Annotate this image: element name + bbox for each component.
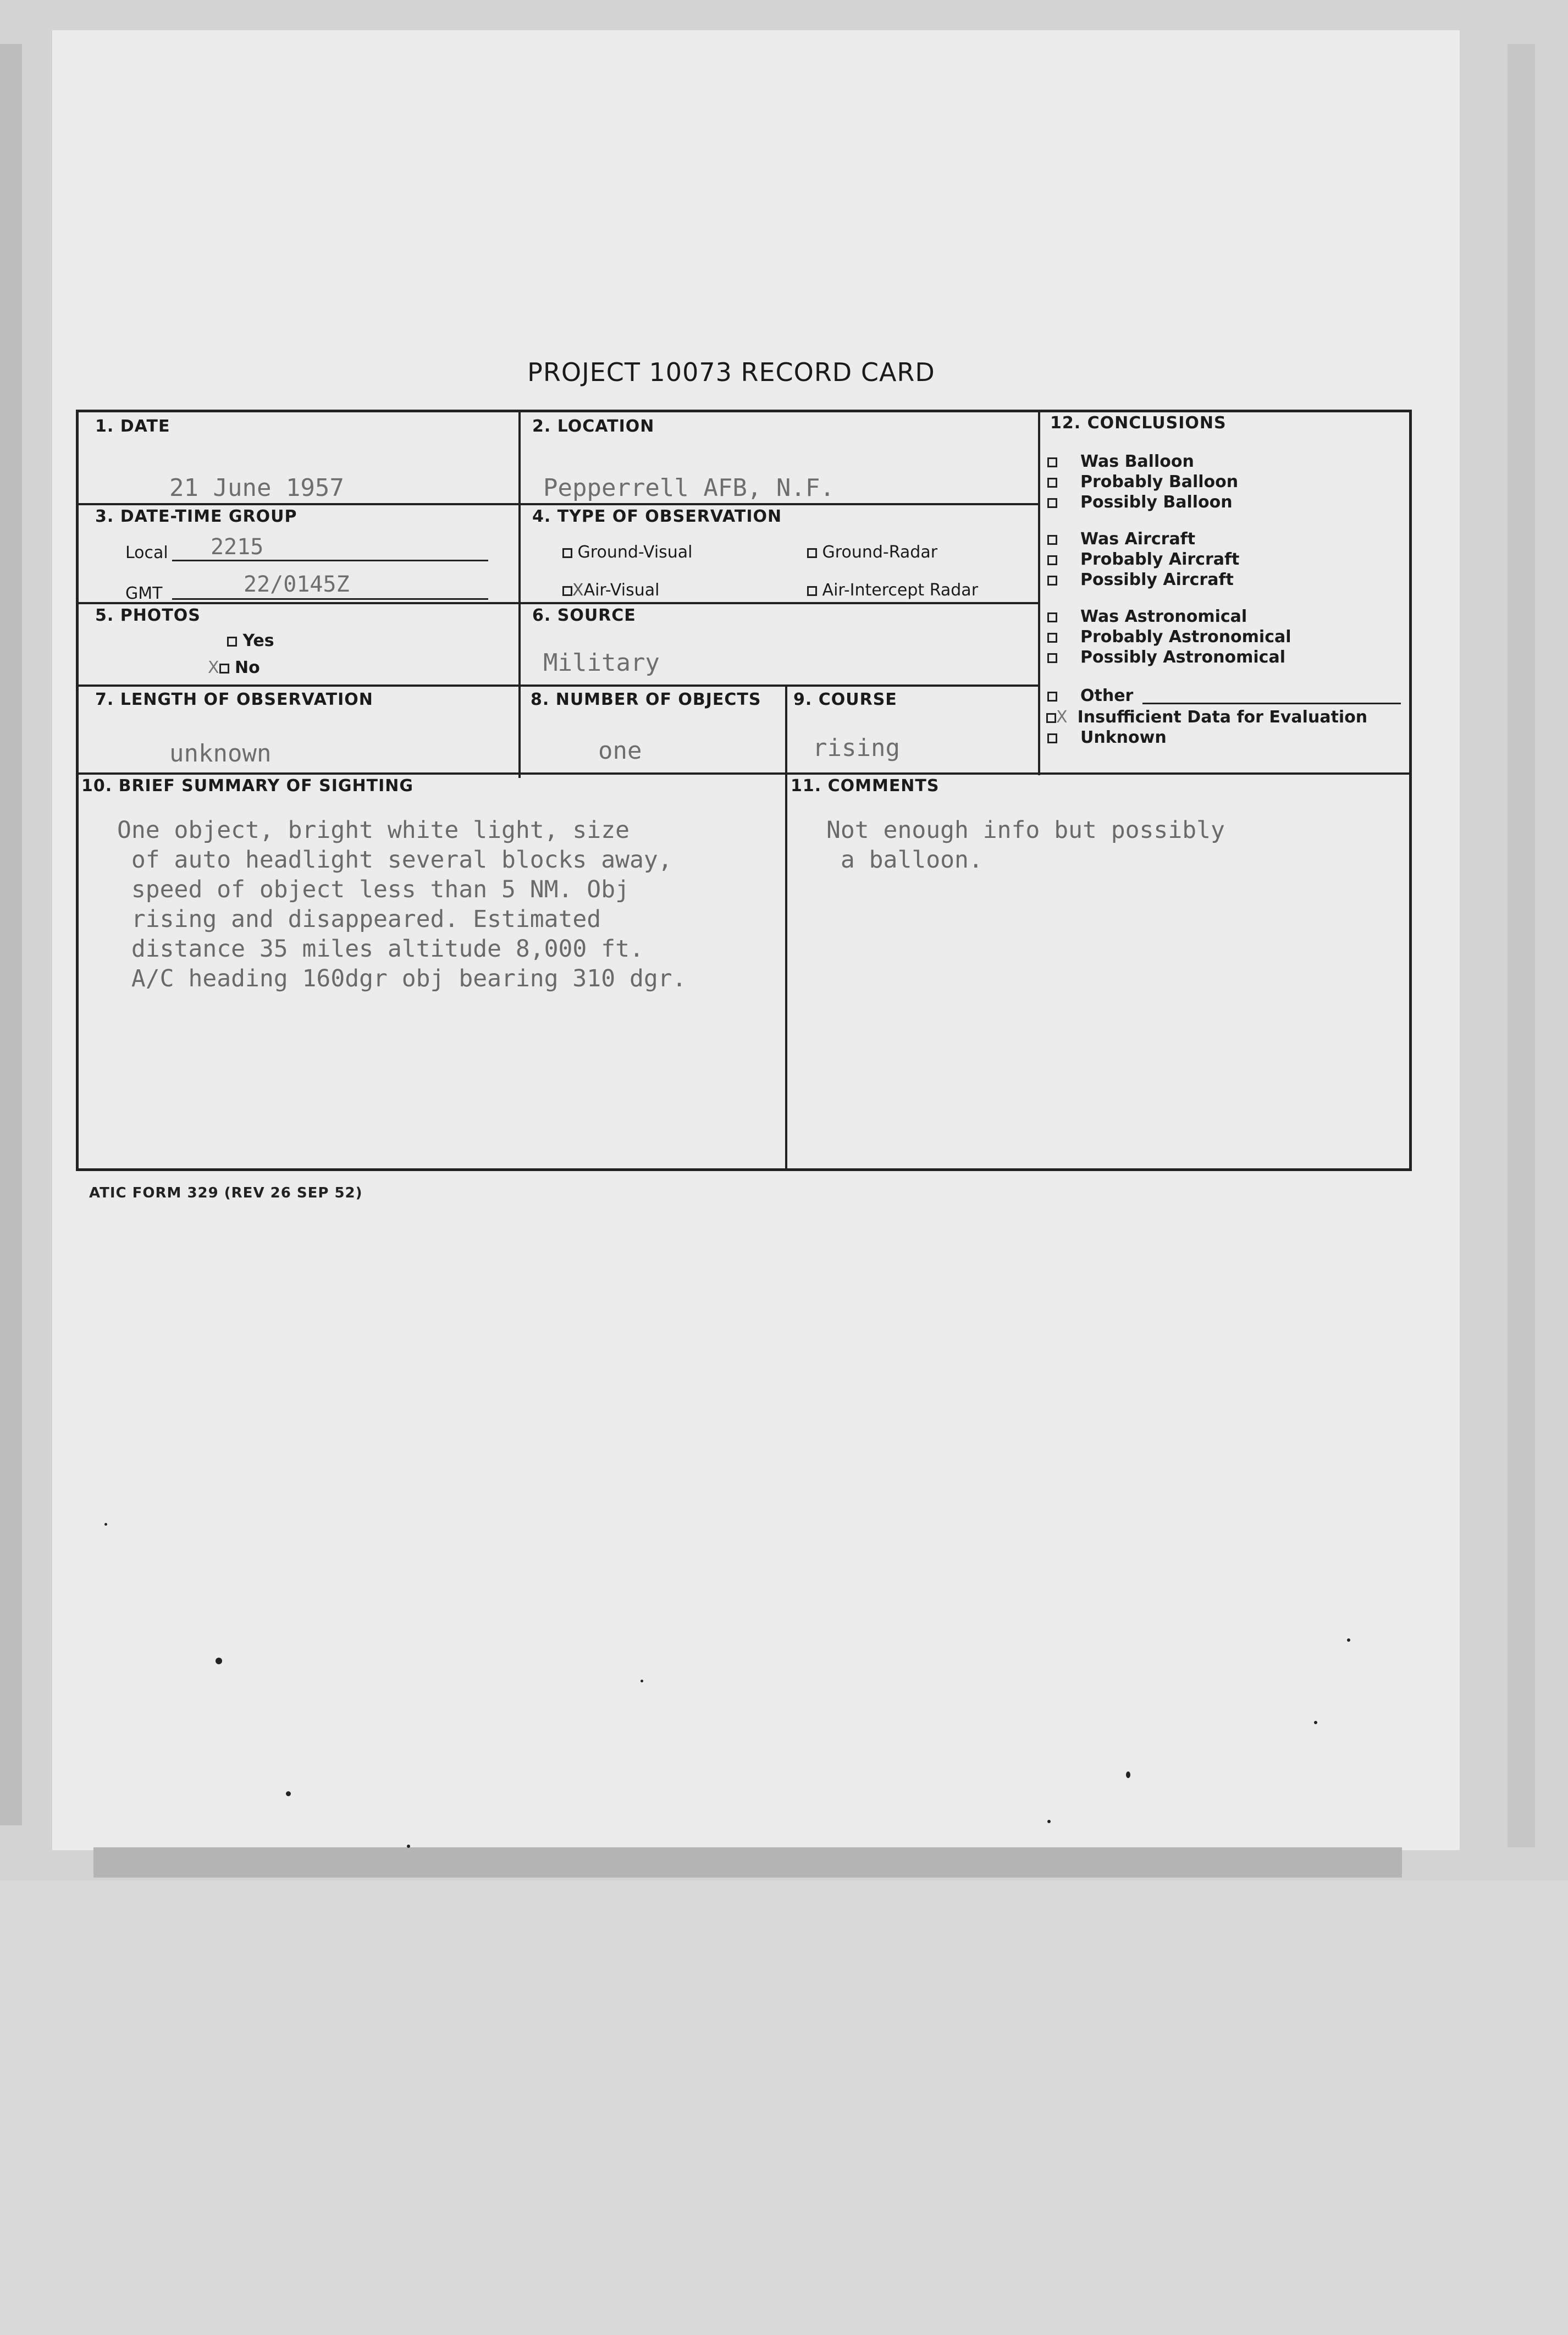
photos-label: 5. PHOTOS — [95, 606, 201, 625]
checkbox-icon — [1047, 612, 1057, 622]
conclusion-unknown[interactable]: Unknown — [1047, 728, 1167, 747]
local-label: Local — [125, 543, 168, 562]
divider — [1038, 412, 1040, 775]
date-value: 21 June 1957 — [169, 474, 344, 502]
film-edge-right — [1508, 44, 1535, 1847]
conclusion-probably-aircraft[interactable]: Probably Aircraft — [1047, 550, 1239, 569]
length-of-observation-label: 7. LENGTH OF OBSERVATION — [95, 690, 373, 709]
gmt-label: GMT — [125, 584, 163, 603]
location-value: Pepperrell AFB, N.F. — [543, 474, 835, 502]
course-label: 9. COURSE — [793, 690, 897, 709]
source-label: 6. SOURCE — [532, 606, 636, 625]
checkbox-checked-icon — [562, 586, 572, 596]
number-of-objects-label: 8. NUMBER OF OBJECTS — [531, 690, 761, 709]
local-rule — [172, 560, 488, 561]
photos-yes[interactable]: Yes — [227, 631, 274, 650]
dust-speck — [1347, 1638, 1350, 1642]
divider — [79, 685, 1038, 687]
dust-speck — [641, 1680, 643, 1682]
dust-speck — [286, 1791, 291, 1796]
conclusion-was-aircraft[interactable]: Was Aircraft — [1047, 529, 1195, 549]
checkbox-icon — [807, 586, 817, 596]
course-value: rising — [813, 734, 900, 762]
checkbox-icon — [1047, 733, 1057, 743]
conclusion-probably-astronomical[interactable]: Probably Astronomical — [1047, 627, 1291, 647]
option-ground-visual[interactable]: Ground-Visual — [562, 543, 693, 562]
conclusion-possibly-astronomical[interactable]: Possibly Astronomical — [1047, 648, 1285, 667]
location-label: 2. LOCATION — [532, 417, 655, 436]
film-edge-left — [0, 44, 22, 1825]
date-label: 1. DATE — [95, 417, 170, 436]
checkbox-icon — [1047, 498, 1057, 508]
conclusion-possibly-balloon[interactable]: Possibly Balloon — [1047, 493, 1233, 512]
dust-speck — [1047, 1820, 1051, 1823]
summary-text: One object, bright white light, size of auto headlight several blocks away, speed of object less than 5 NM. Obj rising and disappeared. Estimated distance 35 miles altitude 8,000 ft. A/C heading 160dgr obj bearing 310 dgr. — [117, 816, 687, 992]
number-of-objects-value: one — [598, 737, 642, 765]
checkbox-icon — [562, 548, 572, 558]
form-number: ATIC FORM 329 (REV 26 SEP 52) — [89, 1185, 363, 1201]
option-air-intercept-radar[interactable]: Air-Intercept Radar — [807, 581, 978, 600]
gmt-rule — [172, 598, 488, 600]
checkbox-icon — [1047, 478, 1057, 488]
conclusion-was-astronomical[interactable]: Was Astronomical — [1047, 607, 1247, 626]
checkbox-icon — [1047, 576, 1057, 586]
local-value: 2215 — [211, 534, 264, 560]
divider — [518, 412, 521, 778]
conclusion-was-balloon[interactable]: Was Balloon — [1047, 452, 1194, 471]
checkbox-icon — [1047, 457, 1057, 467]
other-rule — [1142, 703, 1401, 704]
conclusions-label: 12. CONCLUSIONS — [1050, 413, 1227, 433]
date-time-group-label: 3. DATE-TIME GROUP — [95, 507, 297, 526]
conclusion-insufficient-data[interactable]: X Insufficient Data for Evaluation — [1046, 708, 1367, 727]
dust-speck — [1126, 1771, 1130, 1778]
source-value: Military — [543, 649, 660, 677]
film-bottom — [0, 1880, 1568, 2335]
record-card — [76, 410, 1412, 1171]
checkbox-icon — [227, 637, 237, 647]
checkbox-icon — [1047, 692, 1057, 702]
checkbox-checked-icon — [1046, 713, 1056, 723]
checkbox-icon — [807, 548, 817, 558]
option-air-visual[interactable]: XAir-Visual — [562, 581, 659, 600]
dust-speck — [216, 1658, 222, 1664]
summary-label: 10. BRIEF SUMMARY OF SIGHTING — [81, 776, 413, 796]
card-title: PROJECT 10073 RECORD CARD — [527, 357, 935, 387]
checkbox-icon — [1047, 555, 1057, 565]
divider — [79, 503, 1038, 505]
dust-speck — [1314, 1721, 1317, 1724]
conclusion-possibly-aircraft[interactable]: Possibly Aircraft — [1047, 570, 1234, 589]
checkbox-checked-icon — [219, 664, 229, 674]
comments-text: Not enough info but possibly a balloon. — [826, 816, 1225, 874]
checkbox-icon — [1047, 535, 1057, 545]
checkbox-icon — [1047, 653, 1057, 663]
dust-speck — [104, 1523, 107, 1526]
sheet-shadow — [93, 1847, 1402, 1878]
divider — [79, 602, 1038, 604]
photos-no[interactable]: X No — [208, 658, 260, 677]
length-of-observation-value: unknown — [169, 739, 272, 768]
comments-label: 11. COMMENTS — [791, 776, 940, 796]
gmt-value: 22/0145Z — [244, 572, 350, 597]
conclusion-probably-balloon[interactable]: Probably Balloon — [1047, 472, 1238, 492]
checkbox-icon — [1047, 633, 1057, 643]
option-ground-radar[interactable]: Ground-Radar — [807, 543, 937, 562]
divider — [79, 772, 1409, 775]
conclusion-other[interactable]: Other — [1047, 686, 1133, 705]
dust-speck — [407, 1845, 410, 1848]
type-of-observation-label: 4. TYPE OF OBSERVATION — [532, 507, 782, 526]
divider — [785, 685, 787, 1168]
